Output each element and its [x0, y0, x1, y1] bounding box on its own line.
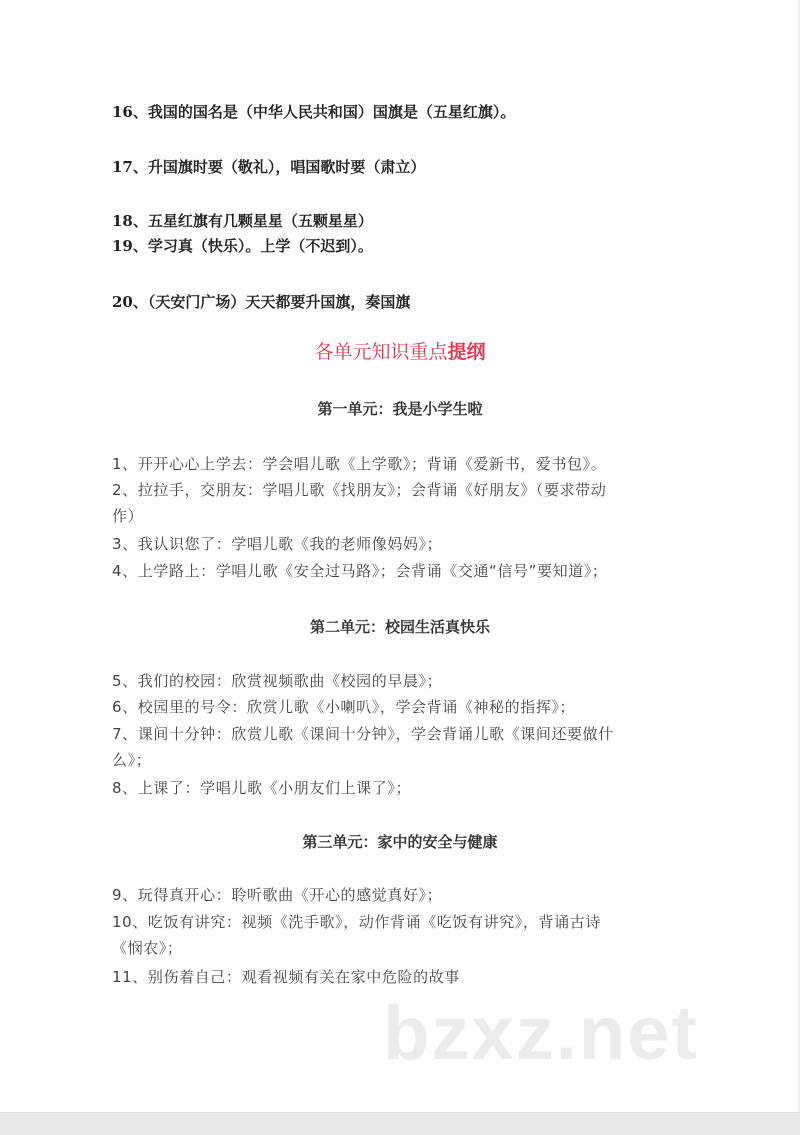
list-item: 8、上课了：学唱儿歌《小朋友们上课了》；: [112, 779, 412, 797]
list-item: 2、拉拉手，交朋友：学唱儿歌《找朋友》；会背诵《好朋友》（要求带动: [112, 481, 607, 499]
list-item: 4、上学路上：学唱儿歌《安全过马路》；会背诵《交通“信号”要知道》；: [112, 562, 608, 580]
page-title: [0, 342, 800, 362]
list-item: 10、吃饭有讲究：视频《洗手歌》，动作背诵《吃饭有讲究》，背诵古诗: [112, 913, 601, 931]
list-item: 《悯农》；: [112, 939, 183, 957]
list-item: 11、别伤着自己：观看视频有关在家中危险的故事: [112, 968, 460, 986]
list-item: 5、我们的校园：欣赏视频歌曲《校园的早晨》；: [112, 672, 443, 690]
list-item: 6、校园里的号令：欣赏儿歌《小喇叭》，学会背诵《神秘的指挥》；: [112, 698, 576, 716]
list-item: 7、课间十分钟：欣赏儿歌《课间十分钟》，学会背诵儿歌《课间还要做什: [112, 725, 614, 743]
watermark: bzxz.net: [383, 991, 699, 1076]
title-part1: 各单元知识重点: [314, 341, 448, 363]
title-part2: 提纲: [447, 341, 486, 363]
intro-item: 19、学习真（快乐）。上学（不迟到）。: [112, 237, 373, 255]
list-item: 么》；: [112, 751, 152, 769]
unit-heading: 第三单元：家中的安全与健康: [302, 833, 498, 851]
list-item: 9、玩得真开心：聆听歌曲《开心的感觉真好》；: [112, 886, 443, 904]
unit-heading: 第一单元：我是小学生啦: [317, 400, 483, 418]
page-separator: [0, 1112, 800, 1135]
intro-item: 18、五星红旗有几颗星星（五颗星星）: [112, 212, 373, 230]
list-item: 作）: [112, 507, 144, 525]
list-item: 3、我认识您了：学唱儿歌《我的老师像妈妈》；: [112, 535, 443, 553]
intro-item: 17、升国旗时要（敬礼），唱国歌时要（肃立）: [112, 158, 426, 176]
unit-heading: 第二单元：校园生活真快乐: [309, 618, 490, 636]
intro-item: 20、（天安门广场）天天都要升国旗，奏国旗: [112, 293, 411, 311]
list-item: 1、开开心心上学去：学会唱儿歌《上学歌》；背诵《爱新书，爱书包》。: [112, 455, 607, 473]
intro-item: 16、我国的国名是（中华人民共和国）国旗是（五星红旗）。: [112, 103, 516, 121]
